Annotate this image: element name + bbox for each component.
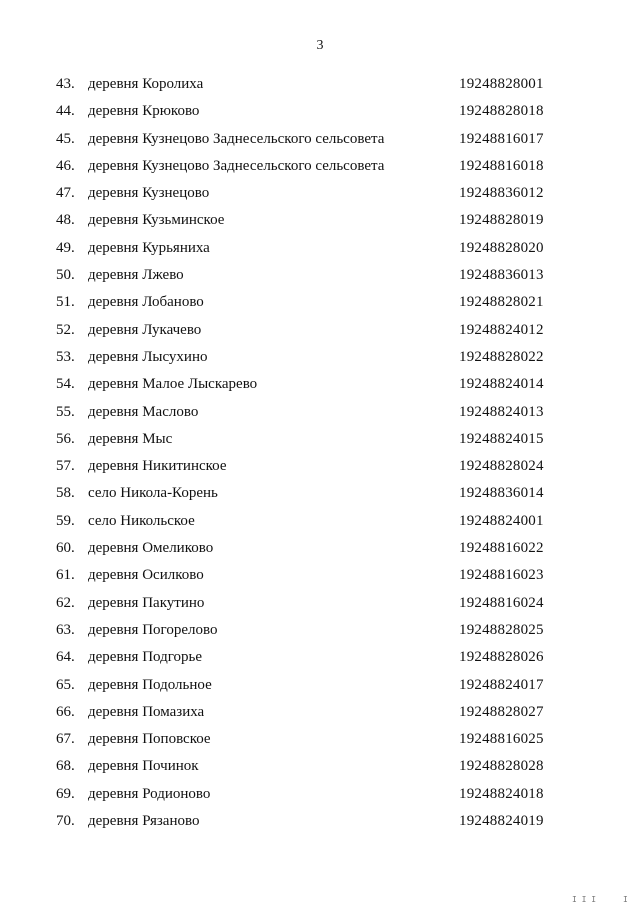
item-number: 56.: [56, 430, 75, 447]
settlement-name: деревня Погорелово: [88, 621, 218, 638]
settlement-name: деревня Кузнецово: [88, 185, 210, 202]
item-number: 59.: [56, 512, 75, 529]
list-item: [0, 809, 640, 836]
settlement-name: село Никола-Корень: [88, 485, 218, 502]
oktmo-code: 19248828021: [459, 294, 544, 311]
oktmo-code: 19248828022: [459, 348, 544, 365]
settlement-name: село Никольское: [88, 512, 195, 529]
settlement-name: деревня Маслово: [88, 403, 199, 420]
settlement-name: деревня Крюково: [88, 103, 200, 120]
list-item: [0, 99, 640, 126]
oktmo-code: 19248816022: [459, 540, 544, 557]
item-number: 46.: [56, 157, 75, 174]
settlement-name: деревня Лжево: [88, 267, 184, 284]
settlement-name: деревня Кузнецово Заднесельского сельсовета: [88, 130, 385, 147]
item-number: 69.: [56, 785, 75, 802]
item-number: 70.: [56, 813, 75, 830]
list-item: [0, 208, 640, 235]
settlement-name: деревня Мыс: [88, 430, 173, 447]
oktmo-code: 19248828024: [459, 458, 544, 475]
item-number: 49.: [56, 239, 75, 256]
oktmo-code: 19248836013: [459, 267, 544, 284]
item-number: 68.: [56, 758, 75, 775]
list-item: [0, 645, 640, 672]
list-item: [0, 754, 640, 781]
settlement-name: деревня Подгорье: [88, 649, 203, 666]
list-item: [0, 727, 640, 754]
item-number: 48.: [56, 212, 75, 229]
oktmo-code: 19248824013: [459, 403, 544, 420]
settlement-name: деревня Осилково: [88, 567, 204, 584]
list-item: [0, 127, 640, 154]
item-number: 52.: [56, 321, 75, 338]
list-item: [0, 673, 640, 700]
settlement-name: деревня Лысухино: [88, 348, 208, 365]
settlement-name: деревня Кузнецово Заднесельского сельсовета: [88, 157, 385, 174]
oktmo-code: 19248816024: [459, 594, 544, 611]
settlement-name: деревня Королиха: [88, 76, 204, 92]
item-number: 57.: [56, 458, 75, 475]
oktmo-code: 19248816018: [459, 157, 544, 174]
settlement-name: деревня Пакутино: [88, 594, 205, 611]
item-number: 43.: [56, 76, 75, 92]
list-item: [0, 618, 640, 645]
list-item: [0, 345, 640, 372]
oktmo-code: 19248824015: [459, 430, 544, 447]
item-number: 66.: [56, 703, 75, 720]
oktmo-code: 19248824012: [459, 321, 544, 338]
item-number: 54.: [56, 376, 75, 393]
list-item: [0, 72, 640, 99]
settlement-name: деревня Подольное: [88, 676, 212, 693]
item-number: 53.: [56, 348, 75, 365]
list-item: [0, 181, 640, 208]
oktmo-code: 19248828018: [459, 103, 544, 120]
oktmo-code: 19248828027: [459, 703, 544, 720]
page-number: 3: [316, 38, 324, 53]
list-item: [0, 454, 640, 481]
oktmo-code: 19248816023: [459, 567, 544, 584]
settlement-name: деревня Лукачево: [88, 321, 202, 338]
list-item: [0, 563, 640, 590]
item-number: 45.: [56, 130, 75, 147]
item-number: 55.: [56, 403, 75, 420]
list-item: [0, 236, 640, 263]
oktmo-code: 19248816017: [459, 130, 544, 147]
settlement-name: деревня Поповское: [88, 731, 211, 748]
item-number: 60.: [56, 540, 75, 557]
oktmo-code: 19248824017: [459, 676, 544, 693]
oktmo-code: 19248828028: [459, 758, 544, 775]
item-number: 65.: [56, 676, 75, 693]
list-item: [0, 591, 640, 618]
list-item: [0, 154, 640, 181]
item-number: 44.: [56, 103, 75, 120]
settlement-name: деревня Кузьминское: [88, 212, 225, 229]
settlement-name: деревня Рязаново: [88, 813, 200, 830]
settlement-name: деревня Лобаново: [88, 294, 204, 311]
settlement-name: деревня Никитинское: [88, 458, 227, 475]
item-number: 63.: [56, 621, 75, 638]
list-item: [0, 318, 640, 345]
oktmo-code: 19248824014: [459, 376, 544, 393]
scan-mark: I I I: [572, 895, 597, 904]
list-item: [0, 782, 640, 809]
oktmo-code: 19248828019: [459, 212, 544, 229]
list-item: [0, 427, 640, 454]
list-item: [0, 400, 640, 427]
oktmo-code: 19248828025: [459, 621, 544, 638]
item-number: 64.: [56, 649, 75, 666]
oktmo-code: 19248824019: [459, 813, 544, 830]
settlement-list: [0, 72, 640, 836]
scan-mark: I: [623, 895, 628, 904]
item-number: 58.: [56, 485, 75, 502]
settlement-name: деревня Починок: [88, 758, 199, 775]
list-item: [0, 481, 640, 508]
list-item: [0, 263, 640, 290]
item-number: 61.: [56, 567, 75, 584]
item-number: 50.: [56, 267, 75, 284]
oktmo-code: 19248828020: [459, 239, 544, 256]
list-item: [0, 536, 640, 563]
item-number: 62.: [56, 594, 75, 611]
item-number: 47.: [56, 185, 75, 202]
oktmo-code: 19248836014: [459, 485, 544, 502]
oktmo-code: 19248816025: [459, 731, 544, 748]
settlement-name: деревня Малое Лыскарево: [88, 376, 258, 393]
settlement-name: деревня Помазиха: [88, 703, 205, 720]
oktmo-code: 19248836012: [459, 185, 544, 202]
settlement-name: деревня Родионово: [88, 785, 211, 802]
oktmo-code: 19248824018: [459, 785, 544, 802]
item-number: 67.: [56, 731, 75, 748]
oktmo-code: 19248828026: [459, 649, 544, 666]
list-item: [0, 290, 640, 317]
list-item: [0, 509, 640, 536]
list-item: [0, 700, 640, 727]
oktmo-code: 19248824001: [459, 512, 544, 529]
item-number: 51.: [56, 294, 75, 311]
oktmo-code: 19248828001: [459, 76, 544, 92]
list-item: [0, 372, 640, 399]
settlement-name: деревня Курьяниха: [88, 239, 210, 256]
settlement-name: деревня Омеликово: [88, 540, 214, 557]
